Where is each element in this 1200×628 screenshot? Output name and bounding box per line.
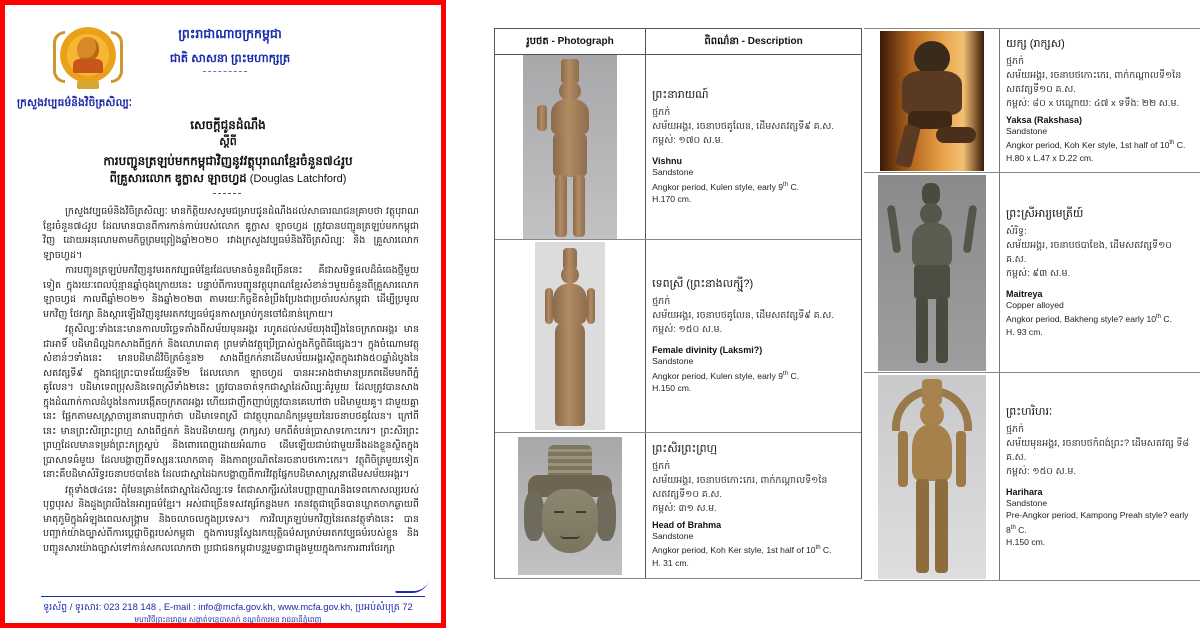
item-height-khmer: កម្ពស់: ១៧០ ស.ម. <box>652 135 724 147</box>
item-title-khmer: យក្ស (រាក្សស) <box>1006 37 1065 50</box>
item-period-khmer: សម័យអង្គរ, រចនាបថកោះកេរ, ពាក់កណ្តាលទី១នៃ សតវត្សទី១០ គ.ស. <box>1006 69 1182 95</box>
item-height-khmer: កម្ពស់: ៩៣ ស.ម. <box>1006 267 1071 279</box>
item-name-english: Maitreya <box>1006 288 1043 299</box>
head-of-brahma-image <box>518 437 622 575</box>
letter-subject-source <box>5 171 451 188</box>
item-height-english: H. 93 cm. <box>1006 326 1043 337</box>
item-name-english: Harihara <box>1006 486 1043 497</box>
item-title-khmer: ទេពស្រី (ព្រះនាងលក្ស្មី?) <box>652 278 754 291</box>
ministry-name: ក្រសួងវប្បធម៌និងវិចិត្រសិល្បៈ <box>17 97 133 109</box>
photo-cell <box>864 173 1000 372</box>
item-height-khmer: កម្ពស់: ៨០ x បណ្តោយ: ៤៧ x ទទឹង: ២២ ស.ម. <box>1006 97 1180 109</box>
table-header <box>495 29 861 55</box>
item-height-english: H.150 cm. <box>652 383 692 394</box>
item-period-english: Angkor period, Bakheng style? early 10th C. <box>1006 314 1173 325</box>
photo-cell <box>495 433 646 578</box>
item-material-khmer: ថ្មភក់ <box>652 296 671 308</box>
item-period-english: Angkor period, Kulen style, early 9th C. <box>652 181 800 192</box>
paragraph: វត្ថុសិល្បៈទាំងនេះមានកាលបរិច្ឆេទតាំងពីសម័យមុនអង្គរ រហូតដល់សម័យរុងរឿងនៃចក្រភពអង្គរ មានជាអាទិ៍ បដិមាដ៏ល្អឯកសាងពីថ្មភក់ និងលោហធាតុ ព្រមទាំងវត្ថុប្រើប្រាស់ក្នុងកិច្ចពិធីផ្សេងៗ។ ក្នុងចំណោមវត្ថុសំខាន់ៗទាំងនេះ មានបដិមាដ៏វិចិត្រចំនួន២ សាងពីថ្មភក់នាដើមសម័យអង្គរស្ថិតក្នុងរវាង៥០ឆ្នាំដំបូងនៃសតវត្សទី៩ ក្នុងរាជ្យព្រះបាទជ័យវរ្ម័នទី២ ដែលលោក ឡាចហ្វដ បានអះអាងថាមានប្រភពដើមមកពីភ្នំគូលែន។ បដិមាទេពប្រុសនិងទេពស្រីទាំង២នេះ ត្រូវបានចាត់ទុកជាស្នាដៃសិល្បៈគំរូមួយ ដែលត្រូវបានសាងក្នុងដំណាក់កាលដំបូងនៃការបង្កើតចក្រភពអង្គរ ហើយជាញឹកញាប់ត្រូវបានគេហៅថា បដិមាមួយគូ។ ជាមួយគ្នានេះ ផ្អែកតាមសស្ត្រាចារ្យនានាបញ្ជាក់ថា បដិមាទេពស្រី ជាវត្ថុបុរាណដ៏កម្រមួយនៃរចនាបថគូលែន។ ក្រៅពីនេះ មានព្រះសិរព្រះព្រហ្ម សាងពីថ្មភក់ និងបដិមាយក្ស (រាក្សស) មកពីតំបន់ប្រាសាទកោះកេរ។ ព្រះសិរព្រះព្រហ្មដែលមានទម្រង់ព្រះភក្ត្រស្ងប់ និងពោរពេញដោយអំណាច ដើមឡើយជាប់ជាមួយនឹងដងខ្លួនស្ថិតក្នុងប្រាសាទធំមួយ ដែលបង្ហាញពីទស្សនៈលោកធាតុ និងភាពប្រណិតនៃរចនាបថកោះកេរ។ វត្ថុពិចិត្រមួយទៀតនោះគឺបដិមាសំរិទ្ធរចនាបថបាខែង ដែលជាស្នាដៃឯកបង្ហាញពីការវិវត្តផ្នែកបដិមាសាស្ត្រនាដើមសម័យអង្គរ។ <box>43 324 419 480</box>
signature-mark <box>395 581 429 593</box>
item-name-english: Head of Brahma <box>652 519 722 530</box>
letter-subject: ការបញ្ជូនត្រឡប់មកកម្ពុជាវិញនូវវត្ថុបុរាណខ្មែរចំនួន៧៤រូប <box>103 154 353 168</box>
item-height-khmer: កម្ពស់: ១៥០ ស.ម. <box>1006 465 1077 477</box>
item-period-english: Angkor period, Koh Ker style, 1st half of 10th C. <box>1006 140 1186 151</box>
item-height-english: H. 31 cm. <box>652 557 689 568</box>
description-cell <box>1000 29 1200 172</box>
address-line: មហាវិថីព្រះនរោត្តម សង្កាត់ទន្លេបាសាក់ ខណ្ឌចំការមន រាជធានីភ្នំពេញ <box>134 615 322 624</box>
paragraph: វត្ថុទាំង៧៤នេះ ពុំមែនគ្រាន់តែជាស្នាដៃសិល្បៈទេ តែជាសាក្សីរស់នៃបញ្ញាញាណនិងទេពកោសល្យរបស់បុព្វបុរស និងដួងព្រលឹងនៃអារ្យធម៌ខ្មែរ។ អស់ជាច្រើនទសវត្សរ៍កន្លងមក រតនវត្ថុជាច្រើនបានឃ្លាតចាកឆ្ងាយពីមាតុភូមិក្នុងអំឡុងពេលសង្គ្រាម និងចលាចលក្នុងប្រទេស។ ការវិលត្រឡប់មកវិញនៃរតនវត្ថុទាំងនេះ បានបញ្ជាក់យ៉ាងច្បាស់ពីការប្តេជ្ញាចិត្តរបស់កម្ពុជា ក្នុងការបន្តស្វែងរកយុត្តិធម៌សម្រាប់មរតកវប្បធម៌របស់ខ្លួន និងបញ្ជូនសារយ៉ាងច្បាស់ទៅកាន់សកលលោកថា ប្រជាជនកម្ពុជាបន្តរួមគ្នាជាធ្លុងមួយក្នុងការការពារថែរក្សា <box>43 484 419 554</box>
vishnu-statue-image <box>523 55 617 239</box>
item-material-english: Sandstone <box>1006 497 1048 508</box>
item-height-english: H.80 x L.47 x D.22 cm. <box>1006 152 1094 163</box>
item-height-english: H.170 cm. <box>652 194 692 205</box>
item-name-english: Female divinity (Laksmi?) <box>652 345 763 356</box>
item-period-english: Pre-Angkor period, Kampong Preah style? early 8th C. <box>1006 510 1189 535</box>
item-period-khmer: សម័យអង្គរ, រចនាបថបាខែង, ដើមសតវត្សទី១០ គ.ស. <box>1006 239 1172 265</box>
title-divider <box>213 193 241 194</box>
photo-cell <box>864 29 1000 172</box>
table-row <box>495 240 861 433</box>
item-material-khmer: ថ្មភក់ <box>652 107 671 119</box>
item-name-english: Vishnu <box>652 156 682 167</box>
motto-divider <box>203 71 247 72</box>
item-material-english: Sandstone <box>652 356 694 367</box>
item-period-english: Angkor period, Koh Ker style, 1st half of 10th C. <box>652 545 832 556</box>
photo-cell <box>495 55 646 239</box>
description-cell <box>1000 373 1200 580</box>
official-letter <box>0 0 446 628</box>
photo-cell <box>495 240 646 432</box>
item-title-khmer: ព្រះនារាយណ៍ <box>652 89 709 102</box>
letter-title: សេចក្តីជូនដំណឹង <box>190 118 266 132</box>
table-row <box>864 173 1200 373</box>
kingdom-heading: ព្រះរាជាណាចក្រកម្ពុជា <box>178 27 282 41</box>
item-height-khmer: កម្ពស់: ១៥០ ស.ម. <box>652 324 723 336</box>
item-title-khmer: ព្រះហរិហរៈ <box>1006 405 1053 418</box>
item-period-khmer: សម័យមុនអង្គរ, រចនាបថកំពង់ព្រះ? ដើមសតវត្ស ទី៨ គ.ស. <box>1006 437 1190 463</box>
item-material-english: Sandstone <box>652 530 694 541</box>
item-height-english: H.150 cm. <box>1006 536 1046 547</box>
item-name-english: Yaksa (Rakshasa) <box>1006 114 1083 125</box>
contact-info: ទូរស័ព្ទ / ទូរសារ: 023 218 148 , E-mail : info@mcfa.gov.kh, www.mcfa.gov.kh, ប្រអប់សំបុត្រ 72 <box>43 601 413 612</box>
item-material-khmer: ថ្មភក់ <box>652 460 671 472</box>
source-name-english: (Douglas Latchford) <box>249 173 347 185</box>
item-period-khmer: សម័យអង្គរ, រចនាបថគូលែន, ដើមសតវត្សទី៩ គ.ស. <box>652 310 834 322</box>
header-photograph: រូបថត - Photograph <box>495 29 646 54</box>
item-material-english: Copper alloyed <box>1006 299 1064 310</box>
description-cell <box>646 55 861 239</box>
photo-cell <box>864 373 1000 580</box>
description-cell <box>646 433 861 578</box>
item-title-khmer: ព្រះស្រីអារ្យមេត្រីយ៍ <box>1006 207 1084 220</box>
table-row <box>864 29 1200 173</box>
description-cell <box>1000 173 1200 372</box>
header-description: ពិពណ៌នា - Description <box>704 36 803 47</box>
paragraph: ការបញ្ជូនត្រឡប់មកវិញនូវមរតកវប្បធម៌ខ្មែរដែលមានចំនួនដ៏ច្រើននេះ គឺជាសមិទ្ធផលដ៏ធំធេងថ្មីមួយទៀត ក្នុងរយៈពេលប៉ុន្មានឆ្នាំចុងក្រោយនេះ បន្ទាប់ពីការបញ្ជូនវត្ថុបុរាណខ្មែរសំខាន់ៗមួយចំនួនពីគ្រួសារលោក ឡាចហ្វដ កាលពីឆ្នាំ២០២១ និងឆ្នាំ២០២៣ តាមរយៈកិច្ចខិតខំប្រឹងប្រែងជាប្រចាំរបស់កម្ពុជា ដើម្បីប្រមូលមកវិញ ថែរក្សា និងស្តារឡើងវិញនូវមរតកវប្បធម៌ជូនកាសម្រាប់កូនចៅជំនាន់ក្រោយ។ <box>43 265 419 320</box>
item-material-english: Sandstone <box>1006 125 1048 136</box>
yaksa-statue-image <box>880 31 984 171</box>
item-material-khmer: ថ្មភក់ <box>1006 55 1025 67</box>
national-motto: ជាតិ សាសនា ព្រះមហាក្សត្រ <box>169 53 291 65</box>
letter-subtitle-about: ស្តីពី <box>219 136 237 148</box>
item-material-khmer: ថ្មភក់ <box>1006 423 1025 435</box>
description-cell <box>646 240 861 432</box>
table-row <box>495 433 861 579</box>
ministry-logo <box>57 27 119 89</box>
maitreya-statue-image <box>878 175 986 371</box>
item-period-khmer: សម័យអង្គរ, រចនាបថគូលែន, ដើមសតវត្សទី៩ គ.ស. <box>652 121 834 133</box>
harihara-statue-image <box>878 375 986 579</box>
item-material-khmer: សំរិទ្ធ: <box>1006 225 1027 237</box>
item-material-english: Sandstone <box>652 167 694 178</box>
table-row <box>495 55 861 240</box>
item-title-khmer: ព្រះសិរព្រះព្រហ្ម <box>652 442 718 455</box>
letter-body <box>43 205 419 557</box>
artifact-catalog-table <box>494 28 862 579</box>
item-period-english: Angkor period, Kulen style, early 9th C. <box>652 370 800 381</box>
artifact-catalog-table-continued <box>864 28 1200 581</box>
paragraph: ក្រសួងវប្បធម៌និងវិចិត្រសិល្បៈ មានកិត្តិយសសូមជម្រាបជូនដំណឹងដល់សាធារណជនគ្រាបថា វត្ថុបុរាណខ្មែរចំនួន៧៤រូប ដែលមានបានពីការកាន់កាប់របស់លោក ឌូក្លាស ឡាចហ្វដ ត្រូវបានបញ្ជូនត្រឡប់មកកម្ពុជាវិញ ដោយអនុលោមតាមកិច្ចព្រមព្រៀងឆ្នាំ២០២០ រវាងក្រសួងវប្បធម៌និងវិចិត្រសិល្បៈ និង គ្រួសារលោក ឡាចហ្វដ។ <box>43 206 419 261</box>
female-divinity-statue-image <box>535 242 605 430</box>
table-row <box>864 373 1200 581</box>
item-period-khmer: សម័យអង្គរ, រចនាបថកោះកេរ, ពាក់កណ្តាលទី១នៃ សតវត្សទី១០ គ.ស. <box>652 474 828 500</box>
source-name-khmer: ពីគ្រួសារលោក ឌូក្លាស ឡាចហ្វដ <box>109 173 247 185</box>
item-height-khmer: កម្ពស់: ៣១ ស.ម. <box>652 502 717 514</box>
footer-divider <box>41 596 425 597</box>
